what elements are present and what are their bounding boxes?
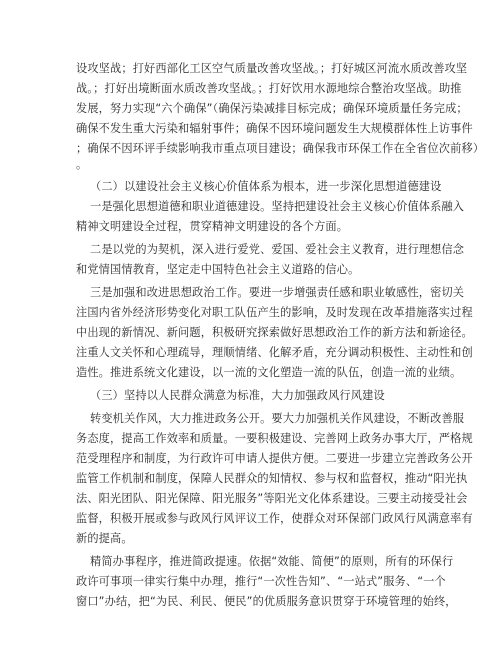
body-text-line: 和党情国情教育，坚定走中国特色社会主义道路的信心。 — [76, 263, 360, 276]
body-text-line: 。 — [76, 158, 88, 171]
body-text-line: 政许可事项一律实行集中办理，推行“一次性告知”、“一站式”服务、“一个 — [76, 575, 446, 588]
paragraph-first-line: 一是强化思想道德和职业道德建设。坚持把建设社会主义核心价值体系融入 — [90, 200, 465, 213]
paragraph-first-line: 三是加强和改进思想政治工作。要进一步增强责任感和职业敏感性，密切关 — [90, 286, 465, 299]
body-text-line: 法、阳光团队、阳光保障、阳光服务”等阳光文化体系建设。三要主动接受社会 — [76, 492, 468, 505]
body-text-line: 务态度，提高工作效率和质量。一要积极建设、完善网上政务办事大厅，严格规 — [76, 432, 473, 445]
body-text-line: 精神文明建设全过程，贯穿精神文明建设的各个方面。 — [76, 220, 349, 233]
body-text-line: ；确保不因环评手续影响我市重点项目建设；确保我市环保工作在全省位次前移） — [76, 142, 485, 155]
body-text-line: 发展，努力实现“六个确保”（确保污染减排目标完成；确保环境质量任务完成； — [76, 102, 468, 115]
body-text-line: 造性。推进系统文化建设，以一流的文化塑造一流的队伍，创造一流的业绩。 — [76, 366, 462, 379]
paragraph-first-line: 精简办事程序，推进简政提速。依据“效能、简便”的原则，所有的环保行 — [90, 555, 454, 568]
body-text-line: 窗口”办结，把“为民、利民、便民”的优质服务意识贯穿于环境管理的始终， — [76, 595, 457, 608]
body-text-line: 设攻坚战；打好西部化工区空气质量改善攻坚战。；打好城区河流水质改善攻坚 — [76, 62, 468, 75]
paragraph-first-line: 转变机关作风，大力推进政务公开。要大力加强机关作风建设，不断改善服 — [90, 412, 465, 425]
body-text-line: 中出现的新情况、新问题，积极研究探索做好思想政治工作的新方法和新途径。 — [76, 326, 473, 339]
body-text-line: 注重人文关怀和心理疏导，理顺情绪、化解矛盾，充分调动积极性、主动性和创 — [76, 346, 473, 359]
body-text-line: 监管工作机制和制度，保障人民群众的知情权、参与权和监督权，推动“阳光执 — [76, 472, 468, 485]
paragraph-first-line: 二是以党的为契机，深入进行爱党、爱国、爱社会主义教育，进行理想信念 — [90, 243, 465, 256]
section-heading: （二）以建设社会主义核心价值体系为根本，进一步深化思想道德建设 — [90, 180, 442, 193]
body-text-line: 确保不发生重大污染和辐射事件；确保不因环境问题发生大规模群体性上访事件 — [76, 122, 473, 135]
body-text-line: 新的提高。 — [76, 532, 133, 545]
body-text-line: 注国内省外经济形势变化对职工队伍产生的影响，及时发现在改革措施落实过程 — [76, 306, 473, 319]
body-text-line: 战。；打好出境断面水质改善攻坚战。；打好饮用水源地综合整治攻坚战。助推 — [76, 82, 462, 95]
body-text-line: 监督，积极开展或参与政风行风评议工作，使群众对环保部门政风行风满意率有 — [76, 512, 473, 525]
section-heading: （三）坚持以人民群众满意为标准，大力加强政风行风建设 — [90, 389, 385, 402]
body-text-line: 范受理程序和制度，为行政许可申请人提供方便。二要进一步建立完善政务公开 — [76, 452, 473, 465]
